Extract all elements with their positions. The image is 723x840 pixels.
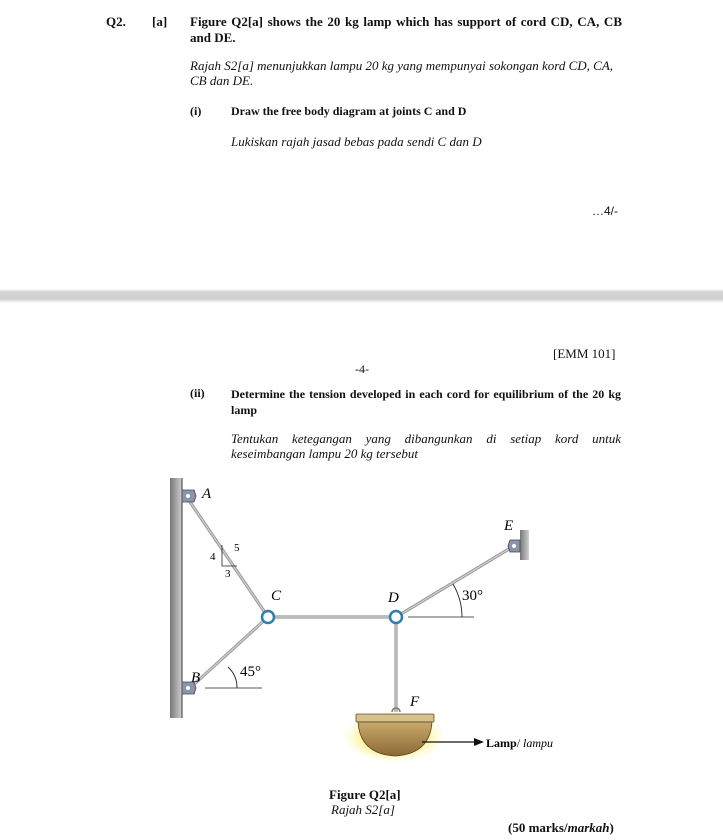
- cord-lamp-figure: [160, 472, 580, 790]
- question-number: Q2.: [106, 14, 126, 29]
- sub-ii-label: (ii): [190, 386, 205, 400]
- label-a: A: [202, 486, 212, 502]
- right-wall: [520, 530, 529, 560]
- ring-d: [390, 611, 402, 623]
- label-c: C: [271, 588, 282, 604]
- lamp-rim: [356, 714, 434, 722]
- lamp-label: Lamp/ lampu: [486, 736, 554, 750]
- intro-malay: Rajah S2[a] menunjukkan lampu 20 kg yang mempunyai sokongan kord CD, CA, CB dan DE.: [190, 58, 614, 88]
- lamp-pointer-head: [474, 738, 484, 746]
- label-d: D: [388, 590, 399, 606]
- sub-i-english: Draw the free body diagram at joints C and D: [231, 104, 467, 118]
- sub-ii-english: Determine the tension developed in each cord for equilibrium of the 20 kg lamp: [231, 387, 621, 417]
- label-b: B: [191, 670, 201, 686]
- slope-hyp-label: 5: [234, 542, 240, 554]
- question-part: [a]: [152, 14, 168, 29]
- sub-i-label: (i): [190, 104, 202, 118]
- sub-ii-malay: Tentukan ketegangan yang dibangunkan di setiap kord untuk keseimbangan lampu 20 kg tersebut: [231, 431, 621, 461]
- angle-arc-d: [453, 584, 462, 617]
- angle-arc-b: [228, 667, 237, 688]
- angle-d-label: 30°: [462, 588, 483, 604]
- figure-caption-malay: Rajah S2[a]: [331, 802, 395, 817]
- angle-b-label: 45°: [240, 664, 261, 680]
- slope-run-label: 3: [225, 568, 231, 580]
- course-code: [EMM 101]: [553, 346, 616, 361]
- label-e: E: [504, 518, 514, 534]
- sub-i-malay: Lukiskan rajah jasad bebas pada sendi C dan D: [231, 134, 482, 149]
- left-wall: [170, 478, 182, 718]
- continuation-marker: …4/-: [592, 204, 619, 218]
- intro-english: Figure Q2[a] shows the 20 kg lamp which has support of cord CD, CA, CB and DE.: [190, 14, 622, 45]
- figure-caption-english: Figure Q2[a]: [329, 787, 401, 802]
- page-number: -4-: [355, 362, 369, 376]
- marks-allocation: (50 marks/markah): [508, 820, 614, 835]
- slope-rise-label: 4: [210, 551, 216, 563]
- ring-c: [262, 611, 274, 623]
- page-divider: [0, 289, 723, 303]
- label-f: F: [410, 694, 420, 710]
